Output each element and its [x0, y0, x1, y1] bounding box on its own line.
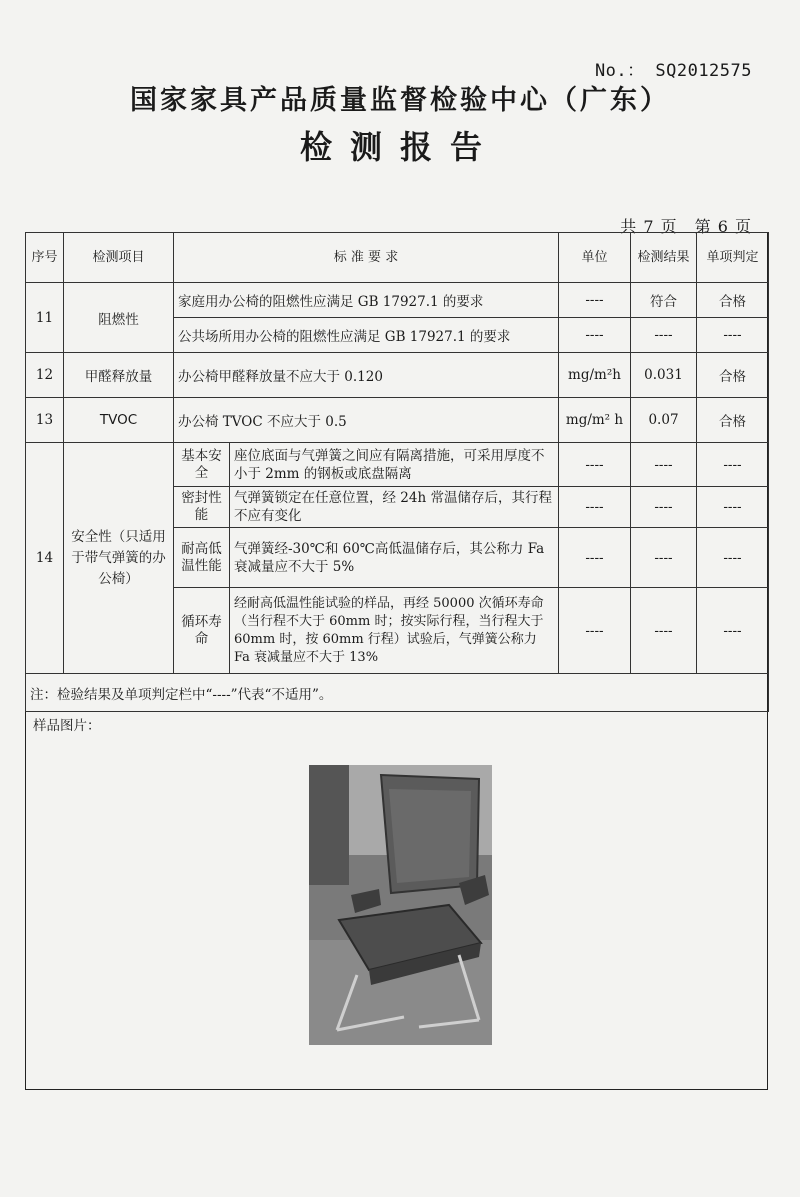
verdict-cell: 合格 [697, 283, 769, 318]
result-cell: 0.031 [631, 353, 697, 398]
result-cell: 符合 [631, 283, 697, 318]
header-seq: 序号 [26, 233, 64, 283]
header-standard: 标 准 要 求 [174, 233, 559, 283]
inspection-center-name: 国家家具产品质量监督检验中心（广东） [130, 85, 670, 116]
test-results-table [25, 232, 769, 712]
unit-cell: ---- [559, 443, 631, 487]
result-cell: 0.07 [631, 398, 697, 443]
standard-cell: 座位底面与气弹簧之间应有隔离措施，可采用厚度不小于 2mm 的钢板或底盘隔离 [230, 443, 559, 487]
sub-item-cell: 密封性能 [174, 487, 230, 528]
seq-cell: 13 [26, 398, 64, 443]
verdict-cell: 合格 [697, 353, 769, 398]
standard-cell: 办公椅甲醛释放量不应大于 0.120 [174, 353, 559, 398]
result-cell: ---- [631, 528, 697, 588]
result-cell: ---- [631, 487, 697, 528]
standard-cell: 气弹簧经-30℃和 60℃高低温储存后，其公称力 Fa 衰减量应不大于 5% [230, 528, 559, 588]
unit-cell: mg/m²h [559, 353, 631, 398]
standard-cell: 气弹簧锁定在任意位置，经 24h 常温储存后，其行程不应有变化 [230, 487, 559, 528]
standard-cell: 家庭用办公椅的阻燃性应满足 GB 17927.1 的要求 [174, 283, 559, 318]
result-cell: ---- [631, 318, 697, 353]
table-row [26, 443, 769, 487]
header-verdict: 单项判定 [697, 233, 769, 283]
seq-cell: 14 [26, 443, 64, 674]
verdict-cell: ---- [697, 487, 769, 528]
verdict-cell: ---- [697, 588, 769, 674]
note-text: 注：检验结果及单项判定栏中“----”代表“不适用”。 [26, 674, 769, 712]
table-row [26, 283, 769, 318]
item-cell: TVOC [64, 398, 174, 443]
unit-cell: mg/m² h [559, 398, 631, 443]
unit-cell: ---- [559, 283, 631, 318]
sub-item-cell: 基本安全 [174, 443, 230, 487]
table-row [26, 353, 769, 398]
seq-cell: 12 [26, 353, 64, 398]
result-cell: ---- [631, 443, 697, 487]
unit-cell: ---- [559, 528, 631, 588]
unit-cell: ---- [559, 588, 631, 674]
unit-cell: ---- [559, 487, 631, 528]
seq-cell: 11 [26, 283, 64, 353]
item-cell: 阻燃性 [64, 283, 174, 353]
table-row [26, 398, 769, 443]
item-cell: 安全性（只适用于带气弹簧的办公椅） [64, 443, 174, 674]
document-title: 检测报告 [299, 128, 500, 166]
sub-item-cell: 耐高低温性能 [174, 528, 230, 588]
header-unit: 单位 [559, 233, 631, 283]
item-cell: 甲醛释放量 [64, 353, 174, 398]
note-row [26, 674, 769, 712]
report-number: No.： SQ2012575 [594, 61, 752, 81]
sample-photo-label: 样品图片： [33, 718, 101, 734]
sub-item-cell: 循环寿命 [174, 588, 230, 674]
page-count: 共 7 页 第 6 页 [620, 217, 752, 236]
result-cell: ---- [631, 588, 697, 674]
table-header-row [26, 233, 769, 283]
header-item: 检测项目 [64, 233, 174, 283]
verdict-cell: ---- [697, 318, 769, 353]
unit-cell: ---- [559, 318, 631, 353]
standard-cell: 经耐高低温性能试验的样品，再经 50000 次循环寿命（当行程不大于 60mm 时；按实际行程，当行程大于 60mm 时，按 60mm 行程）试验后，气弹簧公称力 Fa 衰减量应不大于 13% [230, 588, 559, 674]
standard-cell: 办公椅 TVOC 不应大于 0.5 [174, 398, 559, 443]
verdict-cell: 合格 [697, 398, 769, 443]
standard-cell: 公共场所用办公椅的阻燃性应满足 GB 17927.1 的要求 [174, 318, 559, 353]
sample-chair-photo [309, 765, 492, 1045]
verdict-cell: ---- [697, 528, 769, 588]
verdict-cell: ---- [697, 443, 769, 487]
header-result: 检测结果 [631, 233, 697, 283]
